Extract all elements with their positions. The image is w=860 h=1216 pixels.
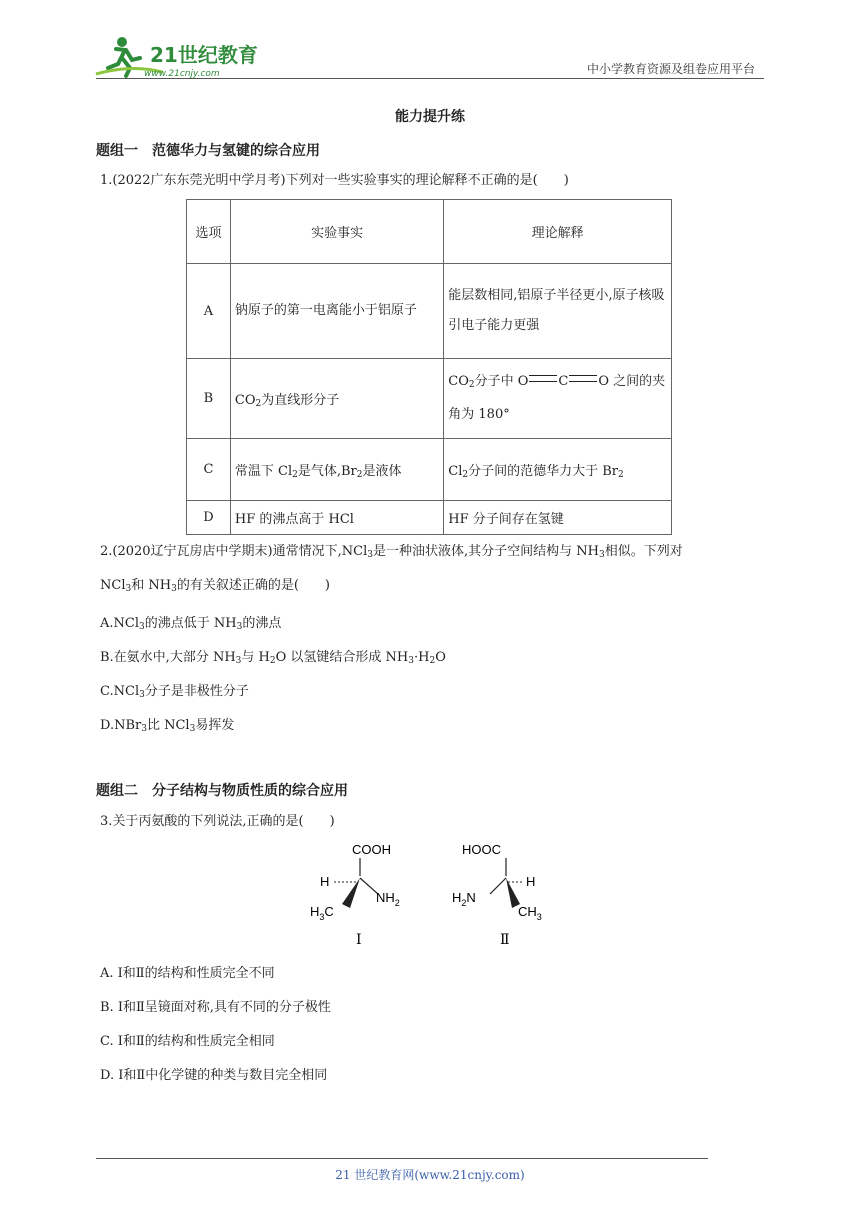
table-header-row <box>187 200 672 264</box>
row-reason: 能层数相同,铝原子半径更小,原子核吸引电子能力更强 <box>444 264 672 359</box>
alanine-structure-1-icon <box>300 838 420 948</box>
row-option: C <box>187 439 231 501</box>
row-reason: HF 分子间存在氢键 <box>444 501 672 535</box>
row-option: B <box>187 359 231 439</box>
table-row <box>187 439 672 501</box>
q2-option-a[interactable]: A.NCl$_3$的沸点低于 $NH_3$的沸点 <box>100 616 282 632</box>
footer-link[interactable]: 21 世纪教育网(www.21cnjy.com) <box>335 1168 525 1182</box>
svg-text:H: H <box>526 874 536 889</box>
row-fact: HF 的沸点高于 HCl <box>230 501 443 535</box>
col-header-option: 选项 <box>187 200 231 264</box>
question-3-stem: 3.关于丙氨酸的下列说法,正确的是( ) <box>100 814 335 829</box>
page-title: 能力提升练 <box>395 109 465 125</box>
q3-option-c[interactable]: C. Ⅰ和Ⅱ的结构和性质完全相同 <box>100 1034 275 1049</box>
site-logo <box>92 34 262 80</box>
row-fact: $CO_2$为直线形分子 <box>230 359 443 439</box>
q2-option-b[interactable]: B.在氨水中,大部分 $NH_3$与 $H_2O$ 以氢键结合形成 $NH_3\cdot H_2O$ <box>100 650 446 666</box>
svg-text:H3C: $H_3C$ <box>310 904 334 922</box>
footer-divider <box>96 1158 708 1159</box>
q3-option-b[interactable]: B. Ⅰ和Ⅱ呈镜面对称,具有不同的分子极性 <box>100 1000 331 1015</box>
molecule-2-diagram <box>446 838 566 948</box>
header-platform-name: 中小学教育资源及组卷应用平台 <box>586 62 755 76</box>
double-bond-icon <box>529 375 557 382</box>
table-row <box>187 264 672 359</box>
row-fact: 钠原子的第一电离能小于铝原子 <box>230 264 443 359</box>
alanine-structure-2-icon <box>446 838 566 948</box>
logo-text: 21世纪教育 <box>150 43 258 67</box>
col-header-reason: 理论解释 <box>444 200 672 264</box>
svg-text:COOH: COOH <box>352 842 391 857</box>
q2-option-d[interactable]: D.NBr$_3$比 NCl$_3$易挥发 <box>100 718 235 734</box>
row-reason: $Cl_2$分子间的范德华力大于 $Br_2$ <box>444 439 672 501</box>
q3-option-d[interactable]: D. Ⅰ和Ⅱ中化学键的种类与数目完全相同 <box>100 1068 328 1083</box>
header-divider <box>96 78 764 79</box>
logo-url: www.21cnjy.com <box>144 69 220 79</box>
q2-option-c[interactable]: C.NCl$_3$分子是非极性分子 <box>100 684 249 700</box>
q1-table <box>186 199 672 535</box>
q3-option-a[interactable]: A. Ⅰ和Ⅱ的结构和性质完全不同 <box>100 966 275 981</box>
molecule-1-diagram <box>300 838 420 948</box>
question-2-stem: 2.(2020辽宁瓦房店中学期末)通常情况下,NCl$_3$是一种油状液体,其分子空间结构与 $NH_3$相似。下列对 <box>100 544 683 560</box>
double-bond-icon <box>569 375 597 382</box>
row-reason: $CO_2$分子中 O C O 之间的夹角为 180° <box>444 359 672 439</box>
svg-text:HOOC: HOOC <box>462 842 501 857</box>
row-fact: 常温下 $Cl_2$是气体$,Br_2$是液体 <box>230 439 443 501</box>
question-1-stem: 1.(2022广东东莞光明中学月考)下列对一些实验事实的理论解释不正确的是( ) <box>100 173 569 188</box>
svg-text:Ⅱ: Ⅱ <box>500 932 510 948</box>
row-option: A <box>187 264 231 359</box>
runner-logo-icon <box>92 34 262 80</box>
svg-text:H2N: $H_2N$ <box>452 890 476 908</box>
table-row <box>187 501 672 535</box>
svg-text:H: H <box>320 874 330 889</box>
group2-title: 题组二 分子结构与物质性质的综合应用 <box>96 783 348 799</box>
svg-text:NH2: $NH_2$ <box>376 890 400 908</box>
col-header-fact: 实验事实 <box>230 200 443 264</box>
svg-text:CH3: $CH_3$ <box>518 904 542 922</box>
group1-title: 题组一 范德华力与氢键的综合应用 <box>96 143 320 159</box>
svg-text:Ⅰ: Ⅰ <box>356 932 362 948</box>
question-2-stem-cont: NCl$_3$和 $NH_3$的有关叙述正确的是( ) <box>100 578 330 594</box>
table-row <box>187 359 672 439</box>
row-option: D <box>187 501 231 535</box>
